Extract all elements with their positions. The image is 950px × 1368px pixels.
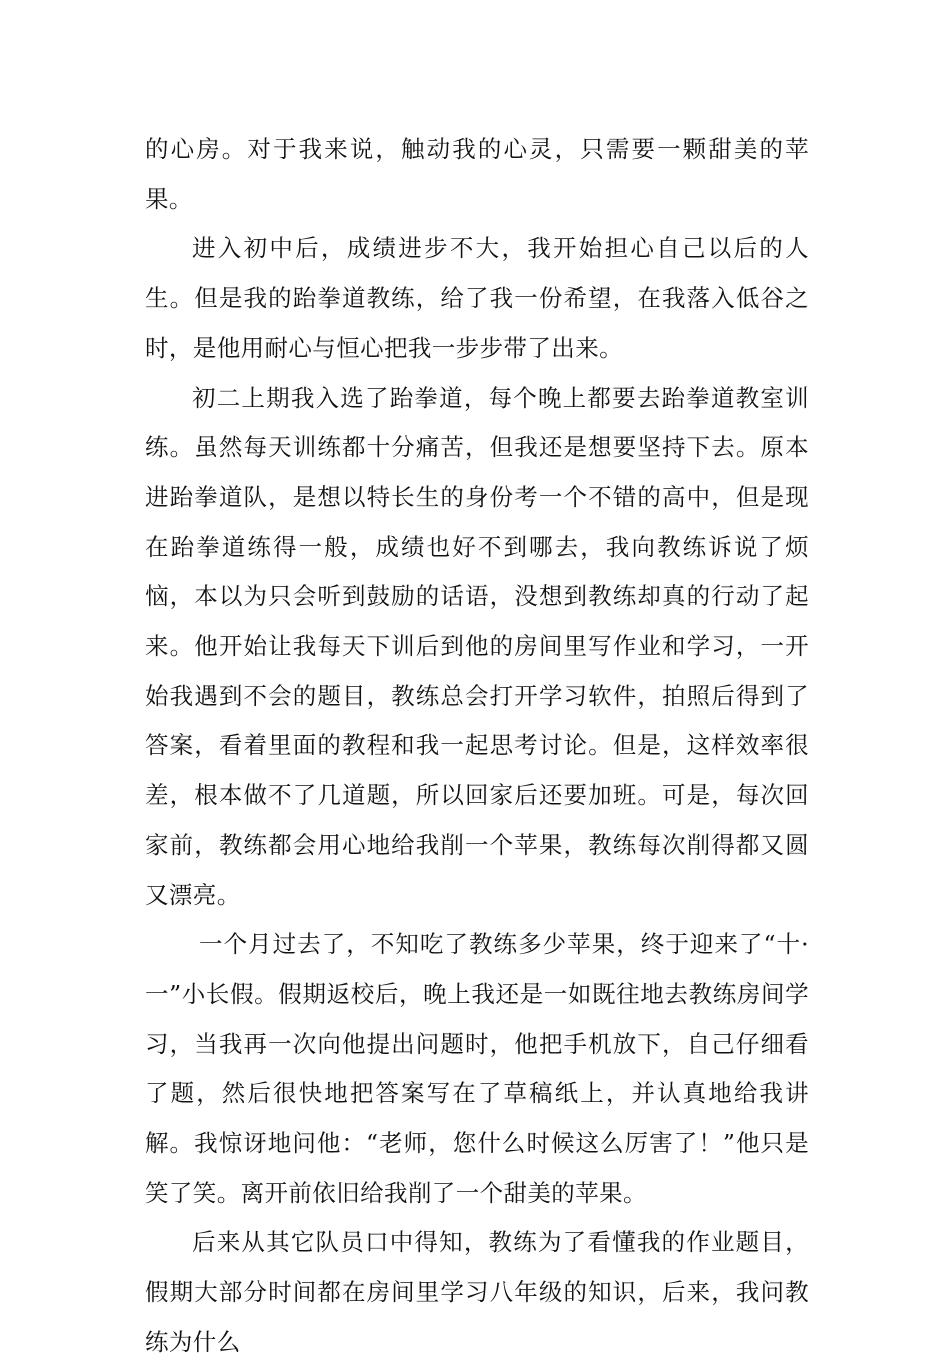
paragraph: 后来从其它队员口中得知，教练为了看懂我的作业题目，假期大部分时间都在房间里学习八年级的知识，后来，我问教练为什么 [145, 1228, 809, 1356]
paragraph: 进入初中后，成绩进步不大，我开始担心自己以后的人生。但是我的跆拳道教练，给了我一份希望，在我落入低谷之时，是他用耐心与恒心把我一步步带了出来。 [145, 234, 809, 362]
body-text [145, 125, 809, 1368]
paragraph: 初二上期我入选了跆拳道，每个晚上都要去跆拳道教室训练。虽然每天训练都十分痛苦，但我还是想要坚持下去。原本进跆拳道队，是想以特长生的身份考一个不错的高中，但是现在跆拳道练得一般，成绩也好不到哪去，我向教练诉说了烦恼，本以为只会听到鼓励的话语，没想到教练却真的行动了起来。他开始让我每天下训后到他的房间里写作业和学习，一开始我遇到不会的题目，教练总会打开学习软件，拍照后得到了答案，看着里面的教程和我一起思考讨论。但是，这样效率很差，根本做不了几道题，所以回家后还要加班。可是，每次回家前，教练都会用心地给我削一个苹果，教练每次削得都又圆又漂亮。 [145, 383, 809, 909]
paragraph: 一个月过去了，不知吃了教练多少苹果，终于迎来了“十·一”小长假。假期返校后，晚上我还是一如既往地去教练房间学习，当我再一次向他提出问题时，他把手机放下，自己仔细看了题，然后很快地把答案写在了草稿纸上，并认真地给我讲解。我惊讶地问他：“老师，您什么时候这么厉害了！”他只是笑了笑。离开前依旧给我削了一个甜美的苹果。 [145, 930, 809, 1207]
paragraph-continuation: 的心房。对于我来说，触动我的心灵，只需要一颗甜美的苹果。 [145, 135, 809, 213]
